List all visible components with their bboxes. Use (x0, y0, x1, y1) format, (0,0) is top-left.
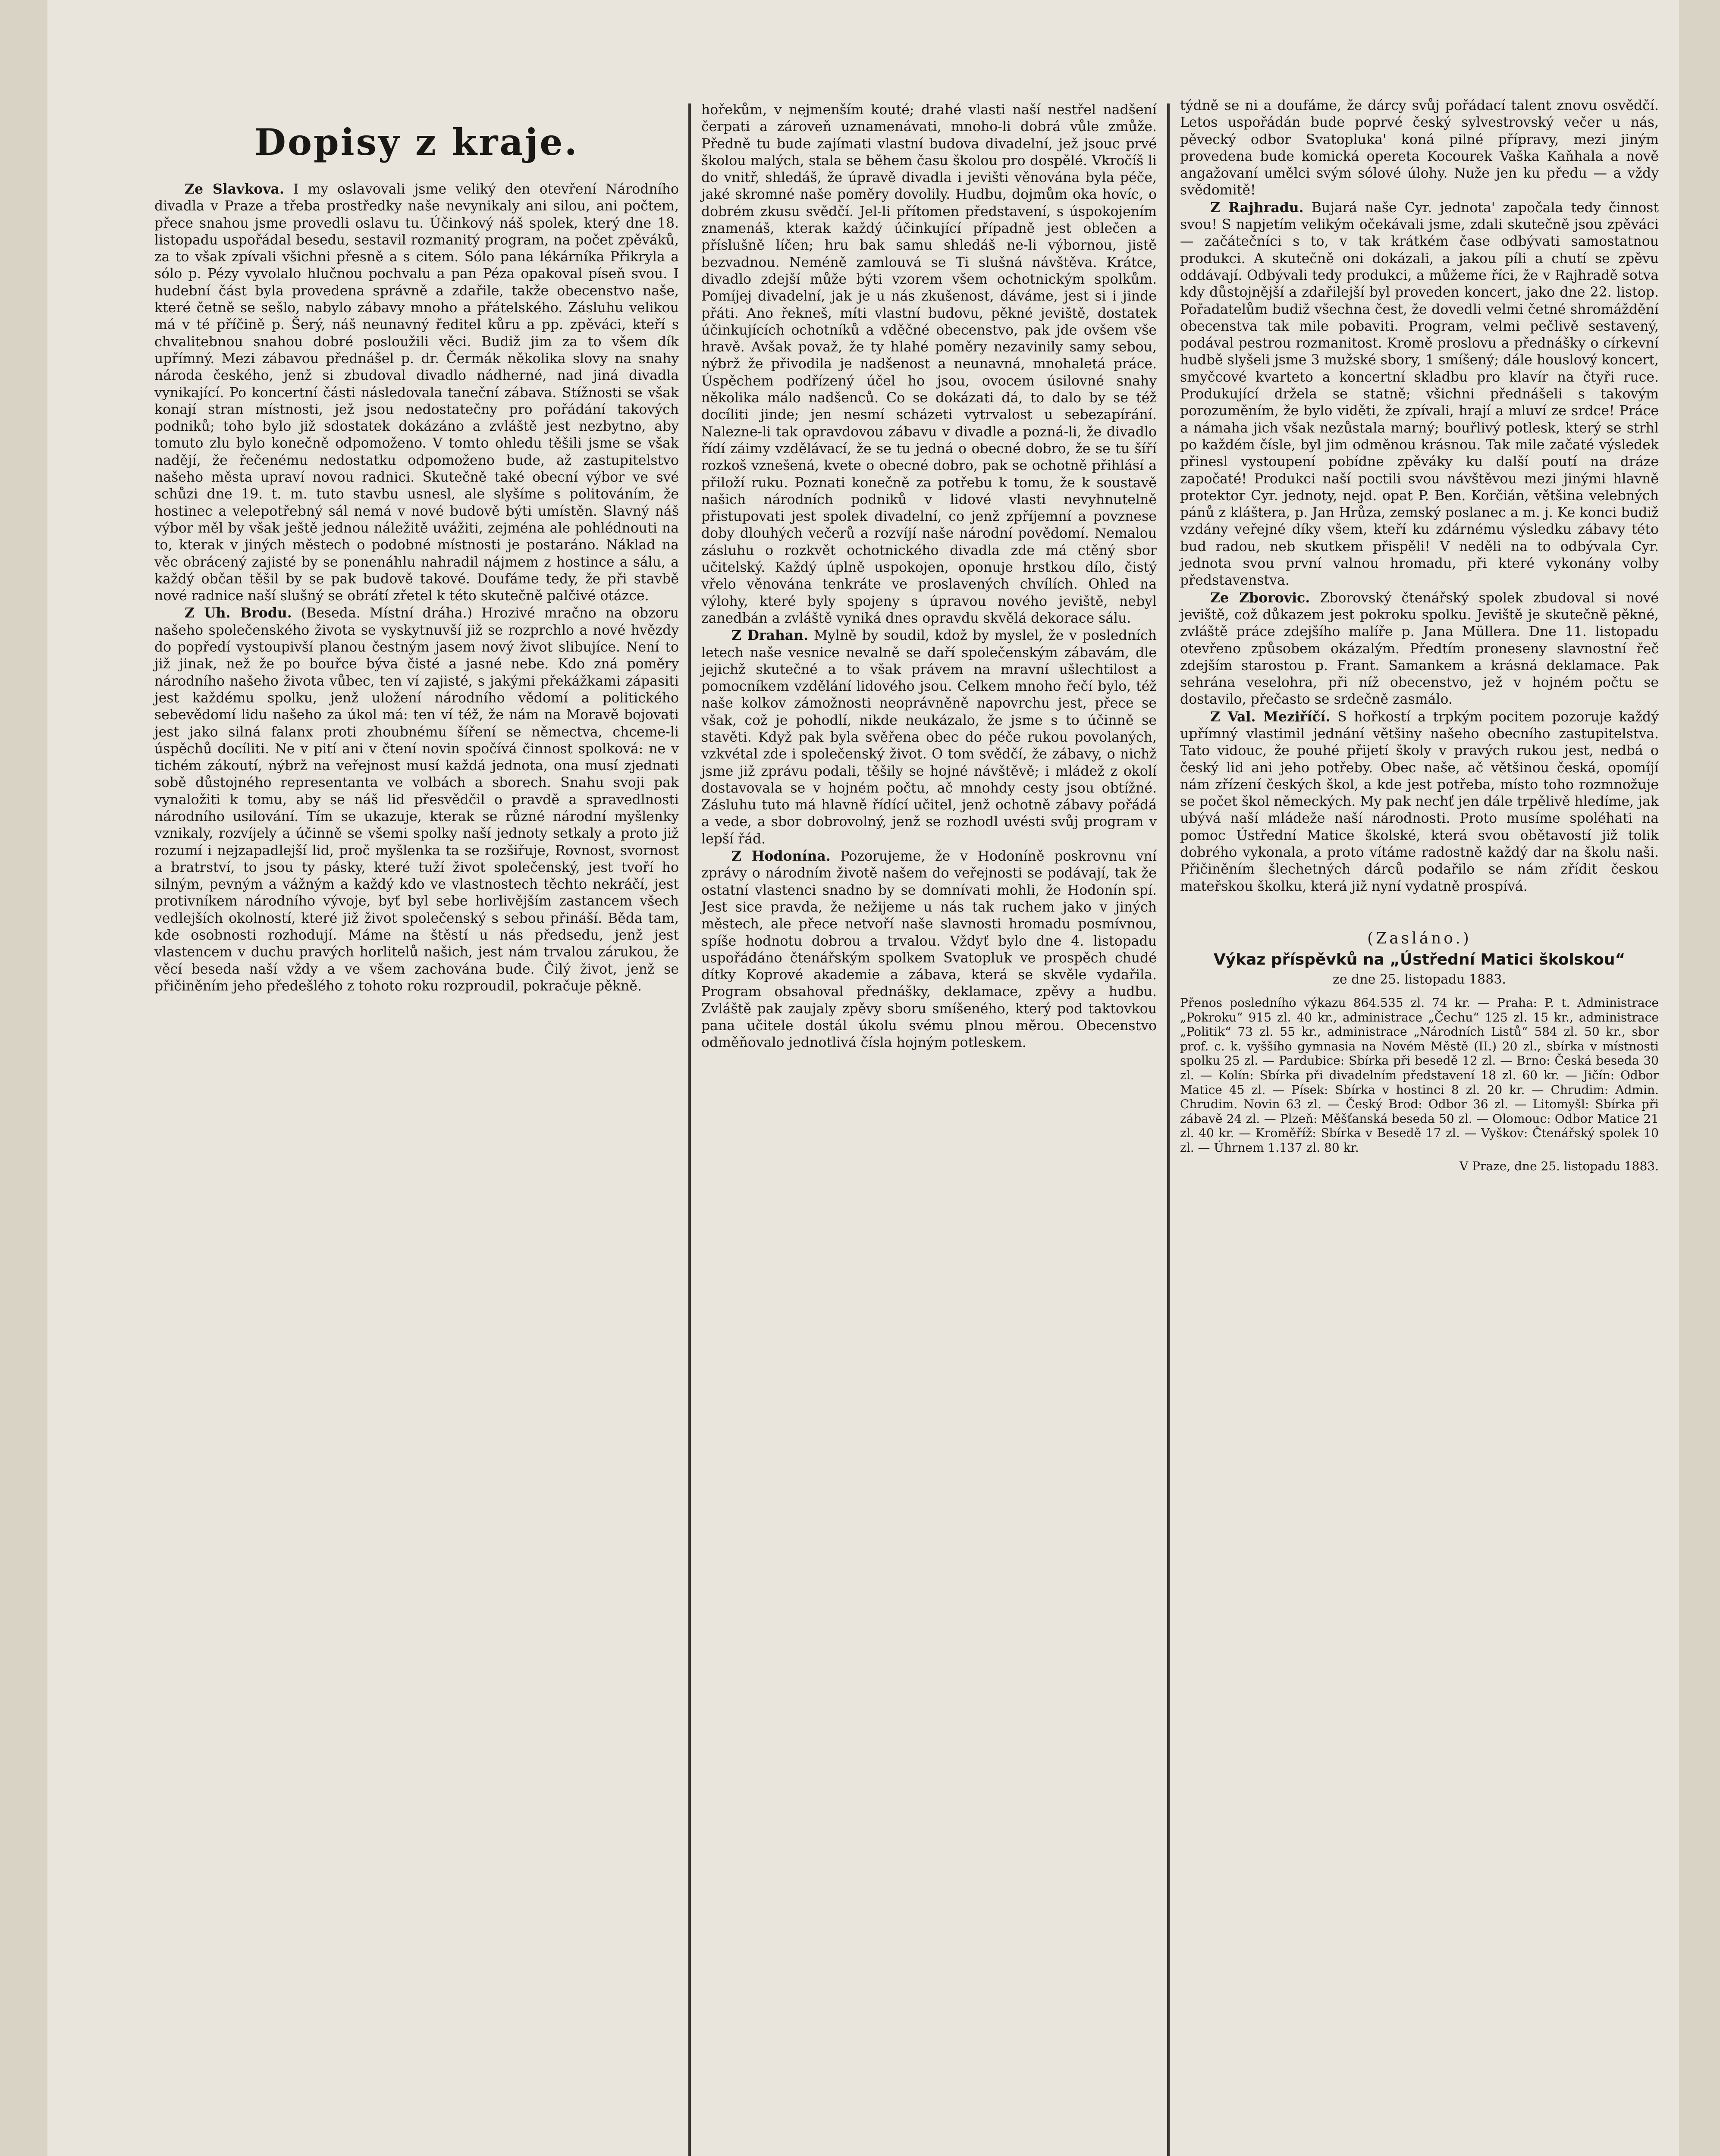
column-divider (1167, 103, 1170, 2156)
article-lead: Ze Zborovic. (1210, 589, 1310, 606)
article-paragraph (1180, 97, 1659, 199)
article-text: S hořkostí a trpkým pocitem pozoruje každý upřímný vlastimil jednání většiny našeho obecního zastupitelstva. Tato vidouc, že pouhé přijetí školy v pravých rukou jest, nedbá o český lid ani jeho potřeby. Obec naše, ač většinou česká, opomíjí nám zřízení českých škol, a kde jest potřeba, místo toho rozmnožuje se počet škol německých. My pak nechť jen dále trpělivě hledíme, jak ubývá naší mládeže naší národnosti. Proto musíme spoléhati na pomoc Ústřední Matice školské, která svou obětavostí již tolik dobrého vykonala, a proto vítáme radostně každý dar na školu naši. Přičiněním šlechetných dárců podařilo se nám zřídit českou mateřskou školku, která již nyní vydatně prospívá. (1180, 709, 1659, 894)
column-1 (141, 0, 687, 2156)
page-edge-right (1679, 0, 1720, 2156)
article-lead: Z Rajhradu. (1210, 199, 1304, 216)
article-paragraph (701, 848, 1157, 1052)
article-lead: Z Uh. Brodu. (185, 605, 292, 621)
article-text: Bujará naše Cyr. jednota' započala tedy činnost svou! S napjetím velikým očekávali jsme, zdali skutečně jsou zpěváci — začátečníci s to, v tak krátkém čase odbývati samostatnou produkci. A skutečně oni dokázali, a jakou píli a chutí se zpěvu oddávají. Odbývali tedy produkci, a můžeme říci, že v Rajhradě sotva kdy důstojnější a zdařilejší byl proveden koncert, jako dne 22. listop. Pořadatelům budiž všechna čest, že dovedli velmi četné shromáždění obecenstva tak mile pobaviti. Program, velmi pečlivě sestavený, podával pestrou rozmanitost. Kromě proslovu a přednášky o církevní hudbě slyšeli jsme 3 mužské sbory, 1 smíšený; dále houslový koncert, smyčcové kvarteto a koncertní skladbu pro klavír na čtyři ruce. Produkující držela se statně; všichni přednášeli s takovým porozuměním, že bylo viděti, že zpívali, hrají a mluví ze srdce! Práce a námaha jich však nezůstala marný; bouřlivý potlesk, který se strhl po každém čísle, byl jim odměnou krásnou. Tak mile začaté výsledek přinesl vystoupení pobídne zpěváky ku další poutí na dráze započaté! Produkci naší poctili svou návštěvou mezi jinými hlavně protektor Cyr. jednoty, nejd. opat P. Ben. Korčián, většina velebných pánů z kláštera, p. Jan Hrůza, zemský poslanec a m. j. Ke konci budiž vzdány veřejné díky všem, kteří ku zdárnému výsledku zábavy této bud radou, neb skutkem přispěli! V neděli na to odbývala Cyr. jednota svou první valnou hromadu, při které vykonány volby představenstva. (1180, 200, 1659, 589)
section-heading: Dopisy z kraje. (254, 121, 579, 163)
article-lead: Z Hodonína. (731, 848, 831, 865)
article-lead: Z Drahan. (731, 627, 809, 644)
article-paragraph (701, 627, 1157, 848)
article-paragraph (1180, 708, 1659, 895)
article-paragraph (1180, 199, 1659, 589)
page-edge-left (0, 0, 47, 2156)
notice-body: Přenos posledního výkazu 864.535 zl. 74 kr. — Praha: P. t. Administrace „Pokroku“ 915 zl. 40 kr., administrace „Čechu“ 125 zl. 15 kr., administrace „Politik“ 73 zl. 55 kr., administrace „Národních Listů“ 584 zl. 50 kr., sbor prof. c. k. vyššího gymnasia na Novém Městě (II.) 20 zl., sbírka v místnosti spolku 25 zl. — Pardubice: Sbírka při besedě 12 zl. — Brno: Česká beseda 30 zl. — Kolín: Sbírka při divadelním představení 18 zl. 60 kr. — Jičín: Odbor Matice 45 zl. — Písek: Sbírka v hostinci 8 zl. 20 kr. — Chrudim: Admin. Chrudim. Novin 63 zl. — Český Brod: Odbor 36 zl. — Litomyšl: Sbírka při zábavě 24 zl. — Plzeň: Měšťanská beseda 50 zl. — Olomouc: Odbor Matice 21 zl. 40 kr. — Kroměříž: Sbírka v Besedě 17 zl. — Vyškov: Čtenářský spolek 10 zl. — Úhrnem 1.137 zl. 80 kr. (1180, 995, 1659, 1155)
article-paragraph (154, 605, 679, 995)
article-text: I my oslavovali jsme veliký den otevření Národního divadla v Praze a třeba prostředky naše nevynikaly ani silou, ani počtem, přece snahou jsme provedli oslavu tu. Účinkový náš spolek, který dne 18. listopadu uspořádal besedu, sestavil rozmanitý program, na počet zpěváků, za to však zpívali všichni přesně a s citem. Sólo pana lékárníka Přikryla a sólo p. Pézy vyvolalo hlučnou pochvalu a pan Péza opakoval píseň svou. I hudební část byla provedena správně a zdařile, takže obecenstvo naše, které četně se sešlo, nabylo zábavy mnoho a přátelského. Zásluhu velikou má v té příčině p. Šerý, náš neunavný ředitel kůru a pp. zpěváci, kteří s chvalitebnou snahou dobré posloužili věci. Budiž jim za to všem dík upřímný. Mezi zábavou přednášel p. dr. Čermák několika slovy na snahy národa českého, jenž si zbudoval divadlo nádherné, nad jiná divadla vynikající. Po koncertní části následovala taneční zábava. Stížnosti se však konají stran místnosti, jež jsou nedostatečny pro pořádání takových podniků; toho bylo již sdostatek dokázáno a zvláště jest nezbytno, aby tomuto zlu bylo konečně odpomoženo. V tomto ohledu těšili jsme se však nadějí, že řečenému nedostatku odpomoženo bude, až zastupitelstvo našeho města upraví novou radnici. Skutečně také obecní výbor ve své schůzi dne 19. t. m. tuto stavbu usnesl, ale slyšíme s politováním, že hostinec a velepotřebný sál nemá v nové budově býti umístěn. Slavný náš výbor měl by však ještě jednou náležitě uvážiti, zejména ale pohlédnouti na to, kterak v jiných městech o podobné místnosti je postaráno. Náklad na věc obrácený zajisté by se ponenáhlu nahradil nájmem z hostince a sálu, a každý občan těšil by se pak budově takové. Doufáme tedy, že při stavbě nové radnice naší slušný se obrátí zřetel k této skutečně palčivé otázce. (154, 182, 679, 604)
column-divider (688, 103, 691, 2156)
article-text: Zborovský čtenářský spolek zbudoval si nové jeviště, což důkazem jest pokroku spolku. Jeviště je skutečně pěkné, zvláště práce zdejšího malíře p. Jana Müllera. Dne 11. listopadu otevřeno způsobem okázalým. Předtím proneseny slavnostní řeč zdejším starostou p. Frant. Samankem a krásná deklamace. Pak sehrána veselohra, při níž obecenstvo, jež v hojném počtu se dostavilo, přečasto se srdečně zasmálo. (1180, 590, 1659, 708)
article-paragraph (1180, 589, 1659, 708)
article-lead: Z Val. Meziříčí. (1210, 708, 1331, 725)
notice-date: ze dne 25. listopadu 1883. (1333, 971, 1506, 987)
column-2 (693, 0, 1165, 2156)
article-paragraph (701, 101, 1157, 627)
article-lead: Ze Slavkova. (185, 181, 284, 197)
notice-footer: V Praze, dne 25. listopadu 1883. (1459, 1159, 1659, 1174)
article-text: týdně se ni a doufáme, že dárcy svůj pořádací talent znovu osvědčí. Letos uspořádán bude poprvé český sylvestrovský večer u nás, pěvecký odbor Svatopluka' koná pilné přípravy, mezi jiným provedena bude komická opereta Kocourek Vaška Kaňhala a nově angažovaní umělci svým sólové úlohy. Nuže jen ku předu — a vždy svědomitě! (1180, 98, 1659, 198)
article-text: Mylně by soudil, kdož by myslel, že v posledních letech naše vesnice nevalně se daří společenským zábavám, dle jejichž skutečné a to však právem na mravní ušlechtilost a pomocníkem vzdělání lidového jsou. Celkem mnoho řečí bylo, též naše kolkov zámožnosti neoprávněně napovrchu jest, přece se však, což je pohodlí, nikde neukázalo, že jsme s to účinně se stavěti. Když pak byla svěřena obec do péče rukou povolaných, vzkvétal zde i společenský život. O tom svědčí, že zábavy, o nichž jsme již zprávu podali, těšily se hojné návštěvě; i mládež z okolí dostavovala se v hojném počtu, ač mnohdy cesty jsou obtížné. Zásluhu tuto má hlavně řídící učitel, jenž ochotně zábavy pořádá a vede, a sbor dobrovolný, jenž se rozhodl uvésti svůj program v lepší řád. (701, 628, 1157, 847)
notice-label: (Zasláno.) (1367, 929, 1472, 947)
article-text: Pozorujeme, že v Hodoníně poskrovnu vní zprávy o národním životě našem do veřejnosti se podávají, tak že ostatní vlastenci snadno by se domnívati mohli, že Hodonín spí. Jest sice pravda, že nežijeme u nás tak ruchem jako v jiných městech, ale přece netvoří naše slavnosti hromadu posmívnou, spíše hodnotu dobrou a trvalou. Vždyť bylo dne 4. listopadu uspořádáno čtenářským spolkem Svatopluk ve prospěch chudé dítky Koprové akademie a zábava, která se skvěle vydařila. Program obsahoval přednášky, deklamace, zpěvy a hudbu. Zvláště pak zaujaly zpěvy sboru smíšeného, který pod taktovkou pana učitele dostál úkolu svému plnou měrou. Obecenstvo odměňovalo jednotlivá čísla hojným potleskem. (701, 849, 1157, 1051)
donation-notice (1180, 930, 1659, 1174)
notice-title: Výkaz příspěvků na „Ústřední Matici školskou“ (1213, 950, 1626, 968)
column-3 (1171, 0, 1667, 2156)
article-text: (Beseda. Místní dráha.) Hrozivé mračno na obzoru našeho společenského života se vyskytnuvší již se rozprchlo a nové hvězdy do popředí vystoupivší planou čestným jasem nový život slibujíce. Není to již jinak, než že po bouřce býva čisté a jasné nebe. Kdo zná poměry národního našeho života vůbec, ten ví zajisté, s jakými překážkami zápasiti jest každému spolku, jenž uložení národního vědomí a politického sebevědomí lidu našeho za úkol má: ten ví též, že nám na Moravě bojovati jest jako silná falanx proti zhoubnému šíření se němectva, chceme-li úspěchů docíliti. Ne v pití ani v čtení novin spočívá činnost spolková: ne v tichém zákoutí, nýbrž na veřejnost musí každá jednota, ona musí zjednati sobě důstojného representanta ve volbách a sborech. Snahu svoji pak vynaložiti k tomu, aby se náš lid přesvědčil o pravdě a spravedlnosti národního usilování. Tím se ukazuje, kterak se různé národní myšlenky vznikaly, rozvíjely a účinně se všemi spolky naší jednoty setkaly a proto již rozumí i nejzapadlejší lid, proč myšlenka ta se rozšiřuje, Rovnost, svornost a bratrství, to jsou ty pásky, které tuží život společenský, jest tvoří ho silným, pevným a vážným a každý kdo ve vlastnostech těchto nekráčí, jest protivníkem národního vývoje, byť byl sebe horlivějším zastancem všech vedlejších okolností, které již život společenský s sebou přináší. Běda tam, kde osobnosti rozhodují. Máme na štěstí u nás předsedu, jenž jest vlastencem v duchu pravých horlitelů našich, jest nám trvalou zárukou, že věcí beseda naší vždy a ve všem zachována bude. Čilý život, jenž se přičiněním jeho předešlého z tohoto roku rozproudil, pokračuje pěkně. (154, 605, 679, 994)
article-text: hořekům, v nejmenším kouté; drahé vlasti naší nestřel nadšení čerpati a zároveň uznamenávati, mnoho-li dobrá vůle zmůže. Předně tu bude zajímati vlastní budova divadelní, jež jsouc prvé školou malých, stala se během času školou pro dospělé. Vkročíš li do vnitř, shledáš, že úpravě divadla i jevišti věnována byla péče, jaké skromné naše poměry dovolily. Hudbu, dojmům oka hovíc, o dobrém zkusu svědčí. Jel-li přítomen představení, s úspokojením znamenáš, kterak každý účinkující případně jest oblečen a příslušně líčen; hru bak samu shledáš ne-li výbornou, jistě bezvadnou. Neméně zamlouvá se Ti slušná návštěva. Krátce, divadlo zdejší může býti vzorem všem ochotnickým spolkům. Pomíjej divadelní, jak je u nás zkušenost, dáváme, jest si i jinde přáti. Ano řekneš, míti vlastní budovu, pěkné jeviště, dostatek účinkujících ochotníků a vděčné obecenstvo, pak jde ovšem vše hravě. Avšak považ, že ty hlahé poměry nezavinily samy sebou, nýbrž že přivodila je nadšenost a neunavná, mnohaletá práce. Úspěchem podřízený účel ho jsou, ovocem úsilovné snahy několika málo nadšenců. Co se dokázati dá, to dalo by se též docíliti jinde; jen nesmí scházeti vytrvalost u sebezapírání. Nalezne-li tak opravdovou zábavu v divadle a pozná-li, že divadlo řídí záimy vzdělávací, že se tu jedná o obecné dobro, že se tu šíří rozkoš vznešená, kvete o obecné dobro, pak se ochotně přihlásí a přiloží ruku. Poznati konečně za potřebu k tomu, že k soustavě našich národních podniků v lidové vlasti nevyhnutelně přistupovati jest spolek divadelní, co jenž zpříjemní a povznese doby dlouhých večerů a rozvíjí naše národní povědomí. Nemalou zásluhu o rozkvět ochotnického divadla zde má ctěný sbor učitelský. Každý úplně uspokojen, oponuje hrstkou dílo, čistý vřelo věnována tenkráte ve proslavených chvílích. Ohled na výlohy, které byly spojeny s úpravou nového jeviště, nebyl zanedbán a zvláště vyniká dnes opravdu skvělá dekorace sálu. (701, 102, 1157, 626)
article-paragraph (154, 181, 679, 605)
